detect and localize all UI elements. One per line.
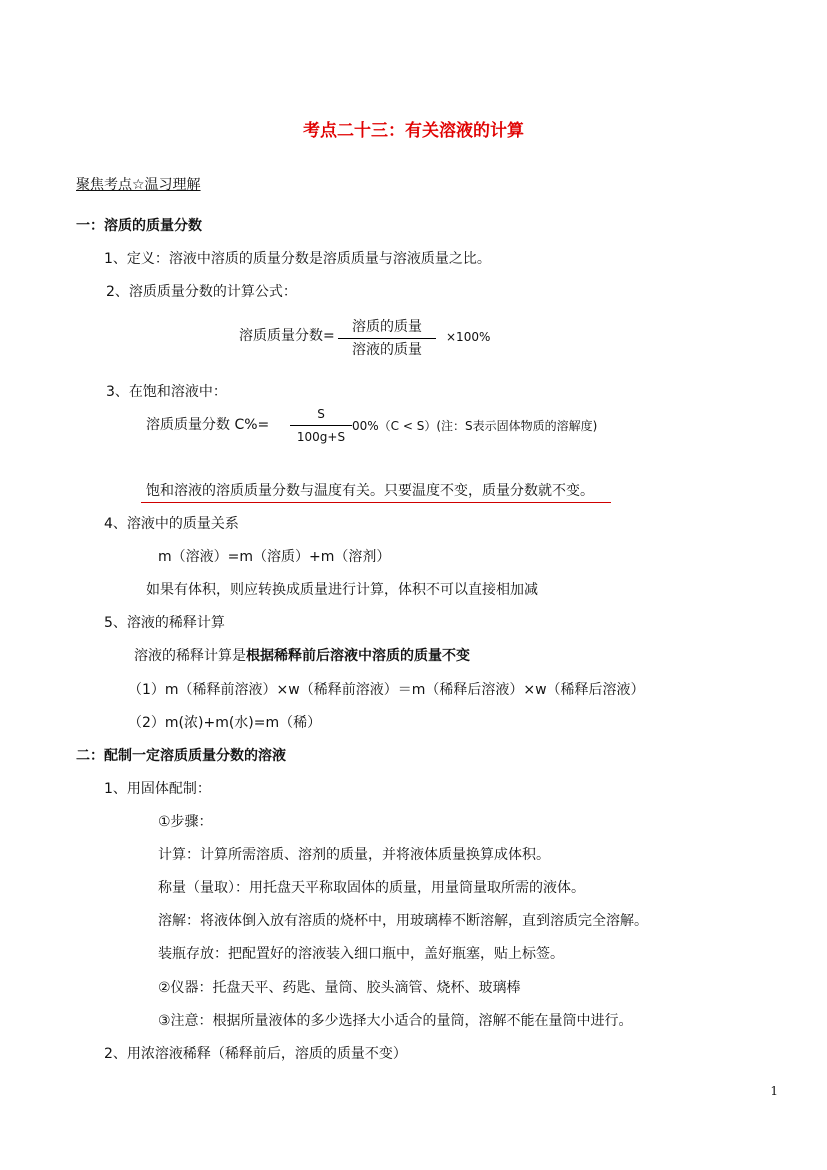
note-red-underline [141,502,611,503]
step-bottle: 装瓶存放：把配置好的溶液装入细口瓶中，盖好瓶塞，贴上标签。 [158,946,564,962]
mass-relation-item: 4、溶液中的质量关系 [104,516,239,532]
mass-relation-equation: m（溶液）=m（溶质）+m（溶剂） [158,549,391,565]
dilution-equation-1: （1）m（稀释前溶液）×w（稀释前溶液）＝m（稀释后溶液）×w（稀释后溶液） [128,682,645,698]
formula2-denominator: 100g+S [296,430,346,444]
saturated-note: 饱和溶液的溶质质量分数与温度有关。只要温度不变，质量分数就不变。 [146,483,594,499]
formula2-numerator: S [290,405,352,426]
dilution-statement-bold: 根据稀释前后溶液中溶质的质量不变 [246,648,470,664]
caution: ③注意：根据所量液体的多少选择大小适合的量筒，溶解不能在量筒中进行。 [158,1013,633,1029]
formula2-fraction [290,405,352,446]
section-1-heading: 一：溶质的质量分数 [76,218,202,234]
formula2-lhs: 溶质质量分数 C%= [146,417,270,433]
dilution-equation-2: （2）m(浓)+m(水)=m（稀） [128,715,322,731]
section-2-heading: 二：配制一定溶质质量分数的溶液 [76,748,286,764]
dilute-prep-item: 2、用浓溶液稀释（稀释前后，溶质的质量不变） [104,1046,407,1062]
definition-item: 1、定义：溶液中溶质的质量分数是溶质质量与溶液质量之比。 [104,251,491,267]
formula1-rhs: ×100% [446,330,491,344]
section-subtitle: 聚焦考点☆温习理解 [76,177,201,193]
page-title: 考点二十三：有关溶液的计算 [303,121,524,141]
saturated-item: 3、在饱和溶液中： [106,384,227,400]
volume-note: 如果有体积，则应转换成质量进行计算，体积不可以直接相加减 [146,582,538,598]
instruments: ②仪器：托盘天平、药匙、量筒、胶头滴管、烧杯、玻璃棒 [158,980,521,996]
formula1-fraction [338,318,436,359]
step-dissolve: 溶解：将液体倒入放有溶质的烧杯中，用玻璃棒不断溶解，直到溶质完全溶解。 [158,913,648,929]
dilution-item: 5、溶液的稀释计算 [104,615,225,631]
formula1-denominator: 溶液的质量 [352,342,422,358]
formula2-rhs: 00%（C < S）(注：S表示固体物质的溶解度) [352,419,598,433]
step-calculate: 计算：计算所需溶质、溶剂的质量，并将液体质量换算成体积。 [158,847,550,863]
dilution-statement-prefix: 溶液的稀释计算是 [134,648,246,664]
step-weigh: 称量（量取）：用托盘天平称取固体的质量，用量筒量取所需的液体。 [158,880,585,896]
formula-intro-item: 2、溶质质量分数的计算公式： [106,284,297,300]
formula1-numerator: 溶质的质量 [338,318,436,339]
dilution-statement [134,647,470,665]
formula1-lhs: 溶质质量分数= [239,328,335,344]
page-number: 1 [770,1084,778,1098]
solid-prep-item: 1、用固体配制： [104,781,211,797]
steps-label: ①步骤： [158,814,213,830]
